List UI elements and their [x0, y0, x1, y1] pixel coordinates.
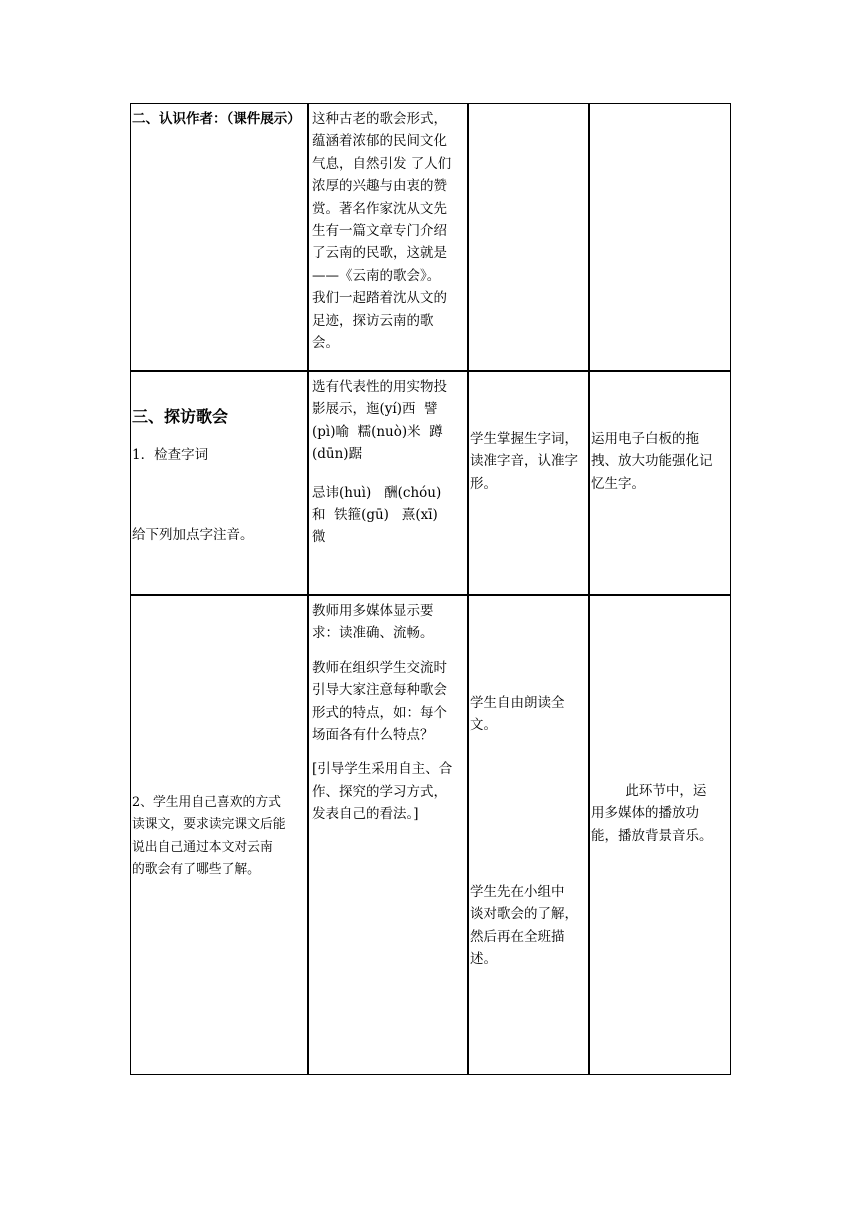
section-heading-author: 二、认识作者：（课件展示） — [132, 111, 301, 127]
text-line: 微 — [312, 529, 326, 546]
text-line: 这种古老的歌会形式， — [312, 111, 447, 127]
text-line: 了云南的民歌，这就是 — [312, 245, 447, 262]
text-line: 求：读准确、流畅。 — [312, 625, 434, 642]
text-line: 作、探究的学习方式， — [312, 783, 447, 800]
cell-text-block — [590, 596, 730, 847]
table-cell-empty — [468, 103, 589, 371]
cell-text-block — [590, 372, 730, 495]
text-line: 教师用多媒体显示要 — [312, 603, 434, 619]
subsection-check-words: 1．检查字词 — [132, 447, 209, 463]
text-line: 的歌会有了哪些了解。 — [132, 862, 260, 878]
text-line: 读准字音，认准字 — [470, 453, 578, 470]
text-line: 说出自己通过本文对云南 — [132, 839, 273, 855]
text-line: 述。 — [470, 951, 497, 968]
text-line: 教师在组织学生交流时 — [312, 659, 447, 676]
cell-text-block — [309, 104, 467, 354]
text-line: 气息，自然引发 了人们 — [312, 155, 452, 172]
text-line: 拽、放大功能强化记 — [591, 453, 713, 470]
text-line: (pì)喻 糯(nuò)米 蹲 — [312, 423, 443, 440]
table-cell — [130, 595, 308, 1075]
table-row — [130, 595, 731, 1075]
text-line: 蕴涵着浓郁的民间文化 — [312, 133, 447, 150]
text-line: 生有一篇文章专门介绍 — [312, 223, 447, 240]
text-line: 此环节中，运 — [591, 783, 707, 799]
text-line: 和 铁箍(gū) 熹(xī) — [312, 507, 438, 524]
text-line: 场面各有什么特点？ — [312, 727, 434, 744]
cell-text-block — [309, 372, 467, 549]
table-cell — [308, 595, 468, 1075]
text-line: 用多媒体的播放功 — [591, 805, 699, 822]
table-cell — [589, 371, 731, 595]
cell-text-block — [309, 596, 467, 826]
text-line: 赏。著名作家沈从文先 — [312, 200, 447, 217]
text-line: 然后再在全班描 — [470, 928, 565, 945]
table-cell — [589, 595, 731, 1075]
text-line: 2、学生用自己喜欢的方式 — [132, 795, 281, 810]
text-line: 影展示，迤(yí)西 譬 — [312, 401, 438, 418]
text-line: 读课文，要求读完课文后能 — [132, 817, 286, 833]
cell-text-block — [469, 596, 588, 970]
table-cell — [308, 103, 468, 371]
text-line: 学生先在小组中 — [470, 883, 565, 900]
text-line: 浓厚的兴趣与由衷的赞 — [312, 178, 447, 195]
text-line: 运用电子白板的拖 — [591, 431, 699, 447]
table-row — [130, 371, 731, 595]
table-cell — [308, 371, 468, 595]
text-line: 学生掌握生字词， — [470, 431, 578, 447]
text-line: 我们一起踏着沈从文的 — [312, 290, 447, 307]
section-heading-visit: 三、探访歌会 — [132, 407, 229, 426]
text-line: 会。 — [312, 335, 339, 352]
text-line: [引导学生采用自主、合 — [312, 761, 453, 778]
table-row — [130, 103, 731, 371]
text-line: 文。 — [470, 717, 497, 734]
table-cell — [468, 371, 589, 595]
cell-text-block — [469, 372, 588, 495]
table-cell — [130, 103, 308, 371]
lesson-plan-table — [130, 103, 731, 1075]
text-line: 发表自己的看法。] — [312, 806, 419, 823]
text-line: 足迹，探访云南的歌 — [312, 312, 434, 329]
cell-text-block — [131, 596, 307, 882]
text-line: 形。 — [470, 475, 497, 492]
instruction-text: 给下列加点字注音。 — [132, 527, 254, 544]
text-line: 学生自由朗读全 — [470, 695, 565, 711]
table-cell — [130, 371, 308, 595]
text-line: ——《云南的歌会》。 — [312, 267, 441, 284]
text-line: 能，播放背景音乐。 — [591, 827, 713, 844]
text-line: 谈对歌会的了解， — [470, 906, 578, 923]
text-line: 忆生字。 — [591, 475, 645, 492]
text-line: 引导大家注意每种歌会 — [312, 682, 447, 699]
table-cell-empty — [589, 103, 731, 371]
table-cell — [468, 595, 589, 1075]
text-line: (dūn)踞 — [312, 446, 363, 463]
text-line: 形式的特点，如：每个 — [312, 704, 447, 721]
text-line: 选有代表性的用实物投 — [312, 379, 447, 395]
text-line: 忌讳(huì) 酬(chóu) — [312, 484, 442, 501]
